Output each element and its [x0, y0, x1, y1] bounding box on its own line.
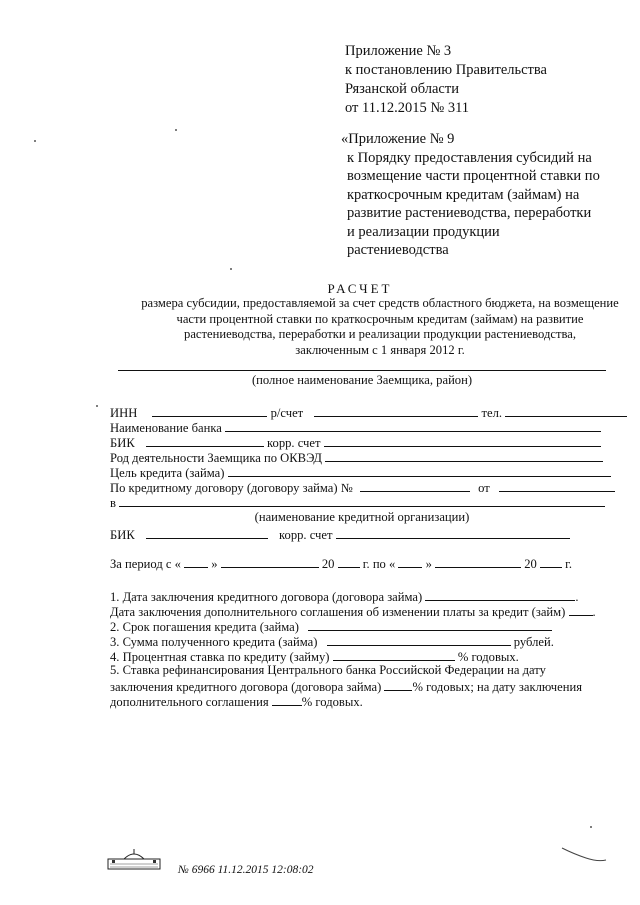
bik-label: БИК: [110, 436, 135, 450]
period-end-g: г.: [565, 557, 573, 571]
period-year-prefix: 20: [321, 557, 335, 571]
period-row: [110, 555, 572, 572]
item-1b-row: Дата заключения дополнительного соглашения об изменении платы за кредит (займ) .: [110, 605, 596, 619]
item-5-row-a: 5. Ставка рефинансирования Центрального банка Российской Федерации на дату: [110, 663, 546, 677]
item-1-label: 1. Дата заключения кредитного договора (договора займа): [110, 590, 423, 604]
bik-field[interactable]: [146, 434, 264, 447]
borrower-caption: (полное наименование Заемщика, район): [251, 373, 473, 387]
appendix-3-line: к постановлению Правительства: [345, 62, 547, 78]
item-5-row-c: [110, 693, 363, 710]
scan-speck: [96, 405, 98, 407]
scan-speck: [175, 129, 177, 131]
item-1-field[interactable]: [425, 588, 575, 601]
credit-org-row: [110, 494, 605, 511]
subtitle-line: части процентной ставки по краткосрочным кредитам (займам) на развитие: [176, 311, 584, 326]
item-5-label-c: дополнительного соглашения: [110, 695, 269, 709]
loan-purpose-field[interactable]: [228, 464, 611, 477]
item-5-label-c2: % годовых.: [301, 695, 363, 709]
period-label: За период с «: [110, 557, 181, 571]
item-3-unit: рублей.: [513, 635, 554, 649]
period-to-label: г. по «: [362, 557, 396, 571]
period-start-year-field[interactable]: [338, 555, 360, 568]
item-5-label-b: заключения кредитного договора (договора займа): [110, 680, 382, 694]
bik2-label: БИК: [110, 528, 135, 542]
item-4-field[interactable]: [333, 648, 455, 661]
okved-label: Род деятельности Заемщика по ОКВЭД: [110, 451, 322, 465]
appendix-9-line: к Порядку предоставления субсидий на: [347, 149, 592, 166]
document-heading: РАСЧЕТ: [327, 281, 393, 296]
item-5-rate2-field[interactable]: [272, 693, 302, 706]
account-field[interactable]: [314, 404, 478, 417]
item-4-label: 4. Процентная ставка по кредиту (займу): [110, 650, 330, 664]
period-start-day-field[interactable]: [184, 555, 208, 568]
appendix-3-line: от 11.12.2015 № 311: [345, 100, 470, 116]
item-5-rate-field[interactable]: [384, 678, 412, 691]
corr-account2-label: корр. счет: [279, 528, 333, 542]
appendix-3-block: [345, 42, 547, 118]
phone-field[interactable]: [505, 404, 627, 417]
credit-org-caption: (наименование кредитной организации): [254, 510, 470, 524]
bank-name-field[interactable]: [225, 419, 601, 432]
subtitle-line: заключенным с 1 января 2012 г.: [295, 342, 465, 357]
appendix-9-line: возмещение части процентной ставки по: [347, 168, 600, 184]
corr-account-label: корр. счет: [267, 436, 321, 450]
bank-name-label: Наименование банка: [110, 421, 222, 435]
item-2-label: 2. Срок погашения кредита (займа): [110, 620, 299, 634]
appendix-9-line: растениеводства: [347, 242, 449, 258]
subtitle-line: размера субсидии, предоставляемой за счет средств областного бюджета, на возмещение: [141, 296, 619, 310]
period-end-day-field[interactable]: [398, 555, 422, 568]
phone-label: тел.: [481, 406, 503, 420]
appendix-9-block: [341, 130, 600, 260]
period-end-month-field[interactable]: [435, 555, 521, 568]
registry-stamp-logo: [106, 847, 162, 873]
item-5-label-b2: % годовых; на дату заключения: [412, 680, 582, 694]
scan-speck: [230, 268, 232, 270]
agreement-number-field[interactable]: [360, 479, 470, 492]
period-end-year-field[interactable]: [540, 555, 562, 568]
item-4-unit: % годовых.: [457, 650, 519, 664]
appendix-9-line: краткосрочным кредитам (займам) на: [347, 186, 580, 203]
scan-speck: [590, 826, 592, 828]
item-2-field[interactable]: [308, 618, 552, 631]
inn-field[interactable]: [152, 404, 267, 417]
period-quote: »: [425, 557, 432, 571]
account-label: р/счет: [270, 406, 304, 420]
borrower-name-line[interactable]: [118, 370, 606, 371]
bik2-row: [110, 526, 570, 543]
credit-org-field[interactable]: [119, 494, 605, 507]
corr-account-field[interactable]: [324, 434, 601, 447]
item-3-field[interactable]: [327, 633, 511, 646]
appendix-3-line: Рязанской области: [345, 81, 459, 97]
agreement-label: По кредитному договору (договору займа) №: [110, 481, 353, 495]
period-start-month-field[interactable]: [221, 555, 319, 568]
agreement-date-field[interactable]: [499, 479, 615, 492]
document-subtitle: [40, 296, 640, 358]
period-quote: »: [211, 557, 218, 571]
item-3-label: 3. Сумма полученного кредита (займа): [110, 635, 318, 649]
corr-account2-field[interactable]: [336, 526, 570, 539]
appendix-9-line: развитие растениеводства, переработки: [347, 205, 592, 221]
bik2-field[interactable]: [146, 526, 268, 539]
agreement-from-label: от: [478, 481, 490, 495]
item-1-row: 1. Дата заключения кредитного договора (договора займа) .: [110, 590, 579, 604]
subtitle-line: растениеводства, переработки и реализации продукции растениеводства,: [184, 327, 576, 341]
okved-field[interactable]: [325, 449, 603, 462]
item-1b-label: Дата заключения дополнительного соглашения об изменении платы за кредит (займ): [110, 605, 566, 619]
pen-mark: [560, 846, 610, 867]
appendix-9-line: «Приложение № 9: [341, 131, 455, 147]
registry-stamp-text: № 6966 11.12.2015 12:08:02: [178, 864, 314, 876]
scan-speck: [34, 140, 36, 142]
item-1b-field[interactable]: [569, 603, 593, 616]
loan-purpose-label: Цель кредита (займа): [110, 466, 225, 480]
appendix-9-line: и реализации продукции: [347, 223, 500, 240]
appendix-3-line: Приложение № 3: [345, 43, 452, 59]
inn-label: ИНН: [110, 406, 138, 420]
credit-org-in-label: в: [110, 496, 116, 510]
period-year-prefix: 20: [524, 557, 537, 571]
